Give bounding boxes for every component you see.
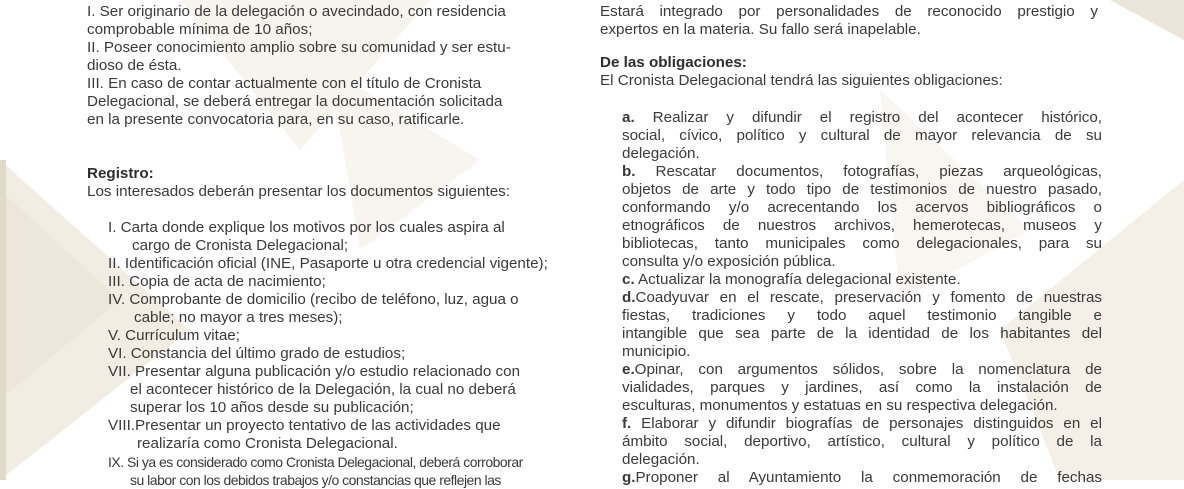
oblig-line-5 <box>622 181 1102 199</box>
item-text: Elaborar y difundir biografías de personajes distinguidos en el <box>631 415 1102 432</box>
item-letter: c. <box>622 271 635 288</box>
requirements-list <box>87 3 567 129</box>
doc-line-13: realizaría como Cronista Delegacional. <box>137 435 398 452</box>
oblig-line-7 <box>622 217 1102 235</box>
item-text: Rescatar documentos, fotografías, piezas arqueológicas, <box>635 163 1102 180</box>
req-line-6: Delegacional, se deberá entregar la documentación solicitada <box>87 93 503 110</box>
item-text: vialidades, parques y jardines, así como la instalación de <box>622 379 1102 396</box>
req-line-3: II. Poseer conocimiento amplio sobre su comunidad y ser estu- <box>87 39 511 56</box>
item-text: delegación. <box>622 451 700 468</box>
obligaciones-intro: El Cronista Delegacional tendrá las siguientes obligaciones: <box>600 72 1003 89</box>
oblig-line-8 <box>622 235 1102 253</box>
oblig-line-20 <box>622 451 1102 469</box>
item-letter: b. <box>622 163 636 180</box>
doc-line-6: cable; no mayor a tres meses); <box>134 309 343 326</box>
item-text: bibliotecas, tanto municipales como delegacionales, para su <box>622 235 1102 252</box>
item-text: consulta y/o exposición pública. <box>622 253 836 270</box>
jury-paragraph <box>600 3 1100 39</box>
registro-intro: Los interesados deberán presentar los documentos siguientes: <box>87 183 510 200</box>
req-line-5: III. En caso de contar actualmente con el título de Cronista <box>87 75 482 92</box>
oblig-line-1 <box>622 109 1102 127</box>
item-text: esculturas, monumentos y estatuas en su respectiva delegación. <box>622 397 1058 414</box>
doc-line-3: II. Identificación oficial (INE, Pasaporte u otra credencial vigente); <box>108 255 548 272</box>
jury-line-1: Estará integrado por personalidades de reconocido prestigio y <box>600 3 1098 20</box>
doc-line-8: VI. Constancia del último grado de estudios; <box>108 345 406 362</box>
item-letter: g. <box>622 469 636 486</box>
bg-triangle-top-right <box>1110 0 1184 40</box>
doc-line-15: su labor con los debidos trabajos y/o constancias que reflejen las <box>130 472 501 488</box>
doc-line-11: superar los 10 años desde su publicación; <box>130 399 414 416</box>
oblig-line-4 <box>622 163 1102 181</box>
item-letter: a. <box>622 109 635 126</box>
item-letter: e. <box>622 361 635 378</box>
oblig-line-3 <box>622 145 1102 163</box>
item-text: etnográficos de nuestros archivos, hemerotecas, museos y <box>622 217 1102 234</box>
item-text: municipio. <box>622 343 691 360</box>
doc-line-5: IV. Comprobante de domicilio (recibo de teléfono, luz, agua o <box>108 291 519 308</box>
doc-line-9: VII. Presentar alguna publicación y/o estudio relacionado con <box>108 363 521 380</box>
oblig-line-18 <box>622 415 1102 433</box>
req-line-2: comprobable mínima de 10 años; <box>87 21 313 38</box>
doc-line-10: el acontecer histórico de la Delegación, la cual no deberá <box>130 381 516 398</box>
doc-line-4: III. Copia de acta de nacimiento; <box>108 273 326 290</box>
documents-list <box>108 219 588 489</box>
item-text: objetos de arte y todo tipo de testimonios de nuestro pasado, <box>622 181 1102 198</box>
oblig-line-16 <box>622 379 1102 397</box>
oblig-line-6 <box>622 199 1102 217</box>
doc-line-12: VIII.Presentar un proyecto tentativo de las actividades que <box>108 417 501 434</box>
oblig-line-9 <box>622 253 1102 271</box>
doc-line-14: IX. Si ya es considerado como Cronista Delegacional, deberá corroborar <box>108 454 523 470</box>
item-text: ámbito social, deportivo, artístico, cultural y político de la <box>622 433 1102 450</box>
oblig-line-19 <box>622 433 1102 451</box>
oblig-line-15 <box>622 361 1102 379</box>
doc-line-2: cargo de Cronista Delegacional; <box>132 237 349 254</box>
doc-line-7: V. Currículum vitae; <box>108 327 240 344</box>
oblig-line-2 <box>622 127 1102 145</box>
item-letter: f. <box>622 415 632 432</box>
jury-line-2: expertos en la materia. Su fallo será inapelable. <box>600 21 921 38</box>
item-text: Realizar y difundir el registro del acontecer histórico, <box>634 109 1102 126</box>
req-line-1: I. Ser originario de la delegación o avecindado, con residencia <box>87 3 506 20</box>
item-text: Opinar, con argumentos sólidos, sobre la nomenclatura de <box>634 361 1102 378</box>
oblig-line-14 <box>622 343 1102 361</box>
oblig-line-12 <box>622 307 1102 325</box>
oblig-line-21 <box>622 469 1102 487</box>
bg-edge-bar <box>0 160 6 480</box>
item-text: fiestas, tradiciones y todo aquel testimonio tangible e <box>622 307 1102 324</box>
obligations-list <box>622 109 1102 487</box>
req-line-4: dioso de ésta. <box>87 57 182 74</box>
item-text: conformando y/o acrecentando los acervos bibliográficos o <box>622 199 1102 216</box>
item-text: delegación. <box>622 145 700 162</box>
req-line-7: en la presente convocatoria para, en su caso, ratificarle. <box>87 111 465 128</box>
oblig-line-13 <box>622 325 1102 343</box>
item-text: Proponer al Ayuntamiento la conmemoración de fechas <box>635 469 1102 486</box>
oblig-line-17 <box>622 397 1102 415</box>
doc-line-1: I. Carta donde explique los motivos por los cuales aspira al <box>108 219 505 236</box>
obligaciones-heading: De las obligaciones: <box>600 54 747 71</box>
registro-heading: Registro: <box>87 165 154 182</box>
item-text: Actualizar la monografía delegacional existente. <box>634 271 961 288</box>
oblig-line-11 <box>622 289 1102 307</box>
item-letter: d. <box>622 289 636 306</box>
item-text: intangible que sea parte de la identidad de los habitantes del <box>622 325 1102 342</box>
item-text: Coadyuvar en el rescate, preservación y fomento de nuestras <box>635 289 1102 306</box>
oblig-line-10 <box>622 271 1102 289</box>
item-text: social, cívico, político y cultural de mayor relevancia de su <box>622 127 1102 144</box>
